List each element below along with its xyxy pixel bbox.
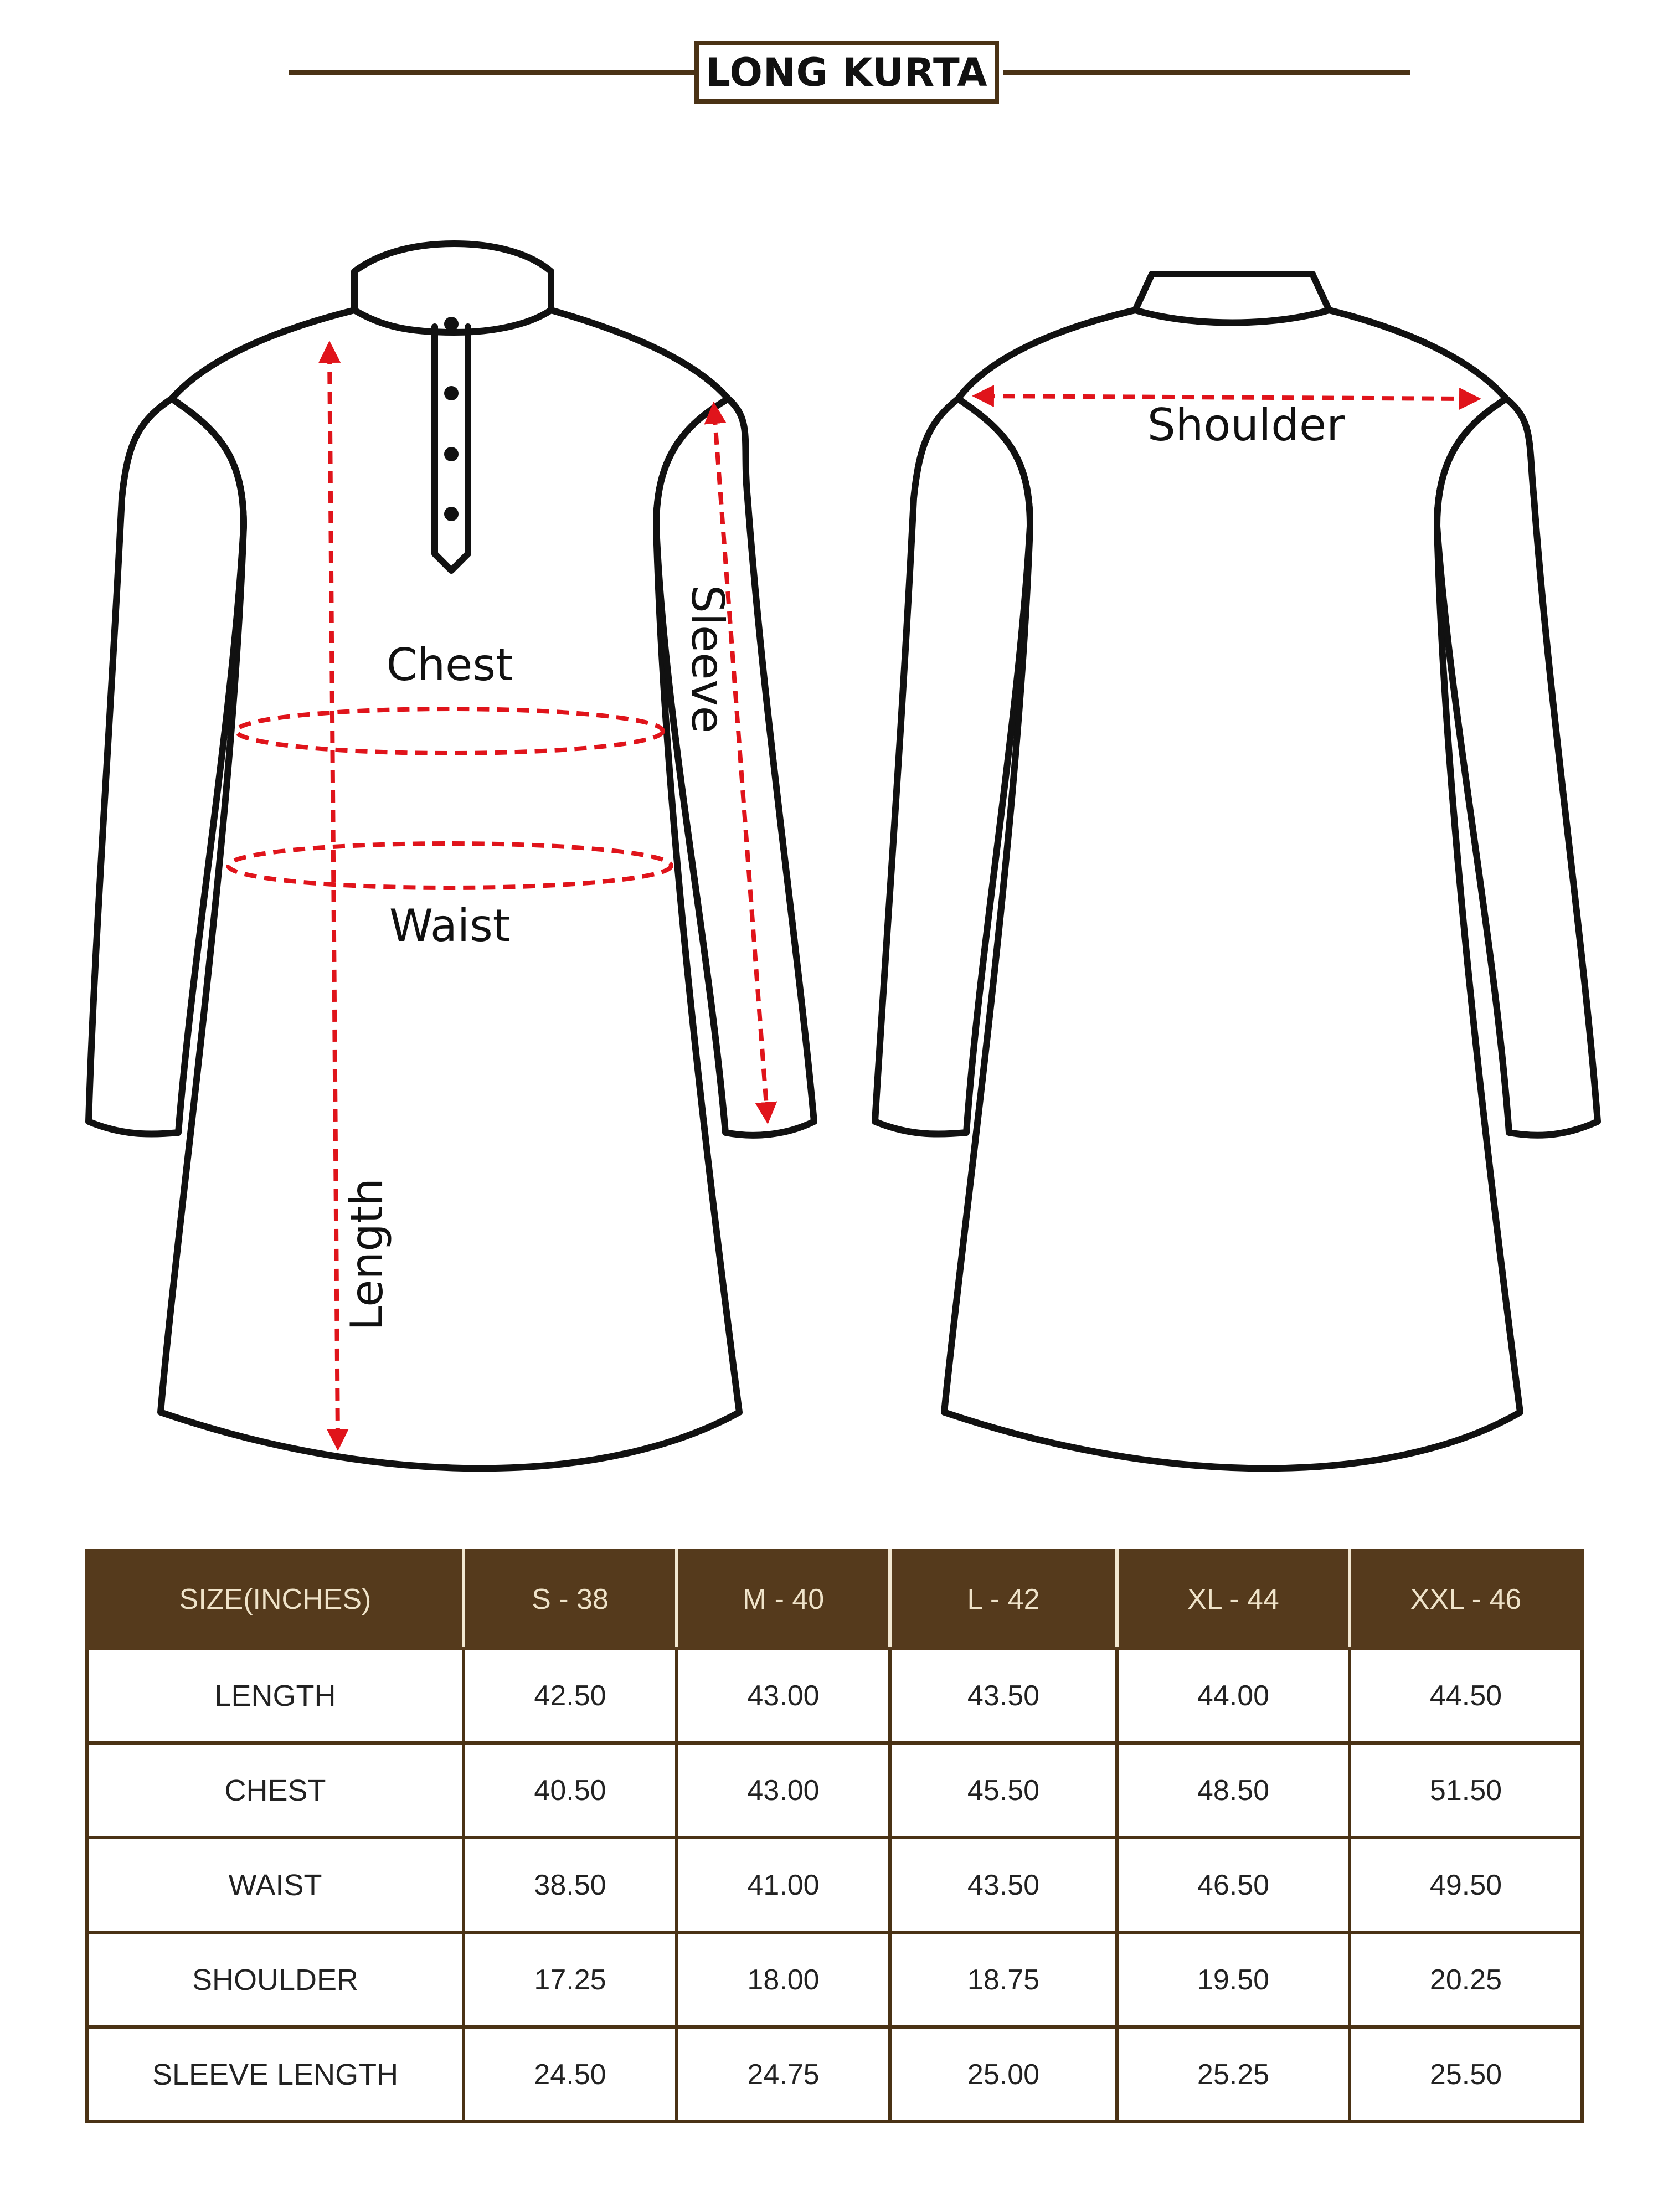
row-label: SHOULDER (87, 1932, 464, 2027)
header-size-m: M - 40 (677, 1551, 890, 1648)
header-size-xl: XL - 44 (1117, 1551, 1350, 1648)
table-cell: 18.75 (890, 1932, 1117, 2027)
table-cell: 18.00 (677, 1932, 890, 2027)
header-size-l: L - 42 (890, 1551, 1117, 1648)
waist-label: Waist (389, 900, 511, 952)
table-row-length (87, 1648, 1582, 1743)
back-collar (1135, 274, 1329, 323)
page-title: LONG KURTA (706, 49, 988, 95)
table-cell: 43.50 (890, 1648, 1117, 1743)
table-cell: 19.50 (1117, 1932, 1350, 2027)
chest-label: Chest (386, 639, 513, 691)
table-cell: 43.50 (890, 1838, 1117, 1932)
table-row-waist (87, 1838, 1582, 1932)
table-cell: 49.50 (1350, 1838, 1582, 1932)
size-chart-table (85, 1549, 1584, 2123)
back-kurta (875, 274, 1598, 1468)
table-cell: 43.00 (677, 1743, 890, 1838)
table-cell: 42.50 (464, 1648, 677, 1743)
button-3 (444, 447, 459, 461)
row-label: SLEEVE LENGTH (87, 2027, 464, 2122)
table-cell: 40.50 (464, 1743, 677, 1838)
back-kurta-body (944, 310, 1520, 1468)
table-cell: 17.25 (464, 1932, 677, 2027)
table-cell: 20.25 (1350, 1932, 1582, 2027)
row-label: CHEST (87, 1743, 464, 1838)
table-cell: 43.00 (677, 1648, 890, 1743)
table-cell: 46.50 (1117, 1838, 1350, 1932)
table-cell: 44.50 (1350, 1648, 1582, 1743)
table-cell: 24.50 (464, 2027, 677, 2122)
row-label: WAIST (87, 1838, 464, 1932)
table-cell: 51.50 (1350, 1743, 1582, 1838)
table-row-chest (87, 1743, 1582, 1838)
header-size-xxl: XXL - 46 (1350, 1551, 1582, 1648)
table-cell: 25.25 (1117, 2027, 1350, 2122)
table-cell: 48.50 (1117, 1743, 1350, 1838)
table-row-sleeve-length (87, 2027, 1582, 2122)
front-kurta (89, 244, 814, 1468)
shoulder-label: Shoulder (1147, 399, 1345, 451)
table-cell: 24.75 (677, 2027, 890, 2122)
table-cell: 25.50 (1350, 2027, 1582, 2122)
table-cell: 25.00 (890, 2027, 1117, 2122)
table-cell: 45.50 (890, 1743, 1117, 1838)
row-label: LENGTH (87, 1648, 464, 1743)
length-label: Length (341, 1178, 393, 1331)
sleeve-label: Sleeve (682, 584, 733, 734)
table-cell: 41.00 (677, 1838, 890, 1932)
table-cell: 44.00 (1117, 1648, 1350, 1743)
button-1 (444, 317, 459, 331)
header-size-inches: SIZE(INCHES) (87, 1551, 464, 1648)
button-2 (444, 386, 459, 400)
header-size-s: S - 38 (464, 1551, 677, 1648)
table-cell: 38.50 (464, 1838, 677, 1932)
button-4 (444, 507, 459, 521)
table-row-shoulder (87, 1932, 1582, 2027)
table-header-row (87, 1551, 1582, 1648)
